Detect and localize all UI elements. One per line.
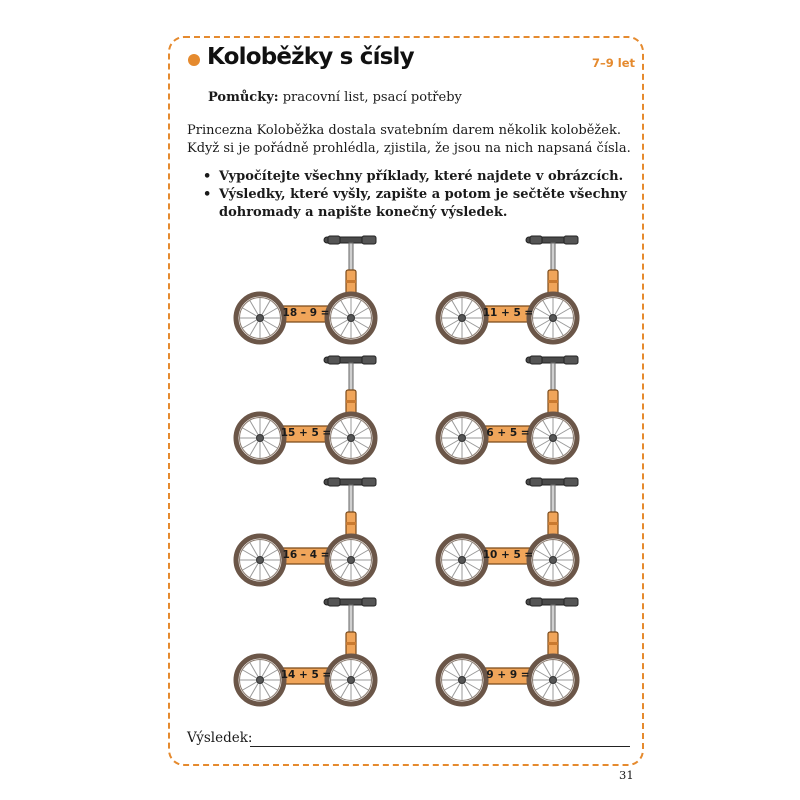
- scooter-icon: [430, 596, 590, 708]
- aids-line: [208, 90, 462, 105]
- result-answer-line[interactable]: [250, 746, 630, 747]
- scooter-icon: [430, 234, 590, 346]
- scooter-icon: [228, 354, 388, 466]
- scooter-icon: [228, 476, 388, 588]
- aids-text: pracovní list, psací potřeby: [278, 90, 462, 105]
- worksheet-title: Koloběžky s čísly: [207, 44, 414, 70]
- age-range: 7–9 let: [592, 56, 635, 70]
- intro-line: Princezna Koloběžka dostala svatebním darem několik koloběžek.: [187, 123, 621, 138]
- scooter-icon: [430, 476, 590, 588]
- instruction-item: [200, 168, 624, 186]
- intro-line: Když si je pořádně prohlédla, zjistila, že jsou na nich napsaná čísla.: [187, 141, 631, 156]
- scooter-expression: 15 + 5 =: [280, 427, 332, 439]
- page-number: 31: [619, 768, 634, 782]
- intro-paragraph: [187, 122, 631, 158]
- scooter-expression: 9 + 9 =: [486, 669, 530, 681]
- scooter-icon: [228, 234, 388, 346]
- instruction-line: • Výsledky, které vyšly, zapište a potom je sečtěte všechny: [219, 187, 627, 202]
- instruction-list: [200, 168, 627, 222]
- instruction-item: [200, 186, 627, 222]
- instruction-line: • Vypočítejte všechny příklady, které najdete v obrázcích.: [219, 169, 624, 184]
- scooter-expression: 14 + 5 =: [280, 669, 332, 681]
- scooter-icon: [228, 596, 388, 708]
- scooter-icon: [430, 354, 590, 466]
- scooter-expression: 18 – 9 =: [282, 307, 330, 319]
- aids-label: Pomůcky:: [208, 90, 279, 105]
- instruction-line: dohromady a napište konečný výsledek.: [219, 205, 508, 220]
- scooter-expression: 11 + 5 =: [482, 307, 534, 319]
- scooter-expression: 6 + 5 =: [486, 427, 530, 439]
- scooter-expression: 10 + 5 =: [482, 549, 534, 561]
- result-label: Výsledek:: [187, 730, 253, 746]
- orange-dot-icon: [188, 54, 200, 66]
- scooter-expression: 16 – 4 =: [282, 549, 330, 561]
